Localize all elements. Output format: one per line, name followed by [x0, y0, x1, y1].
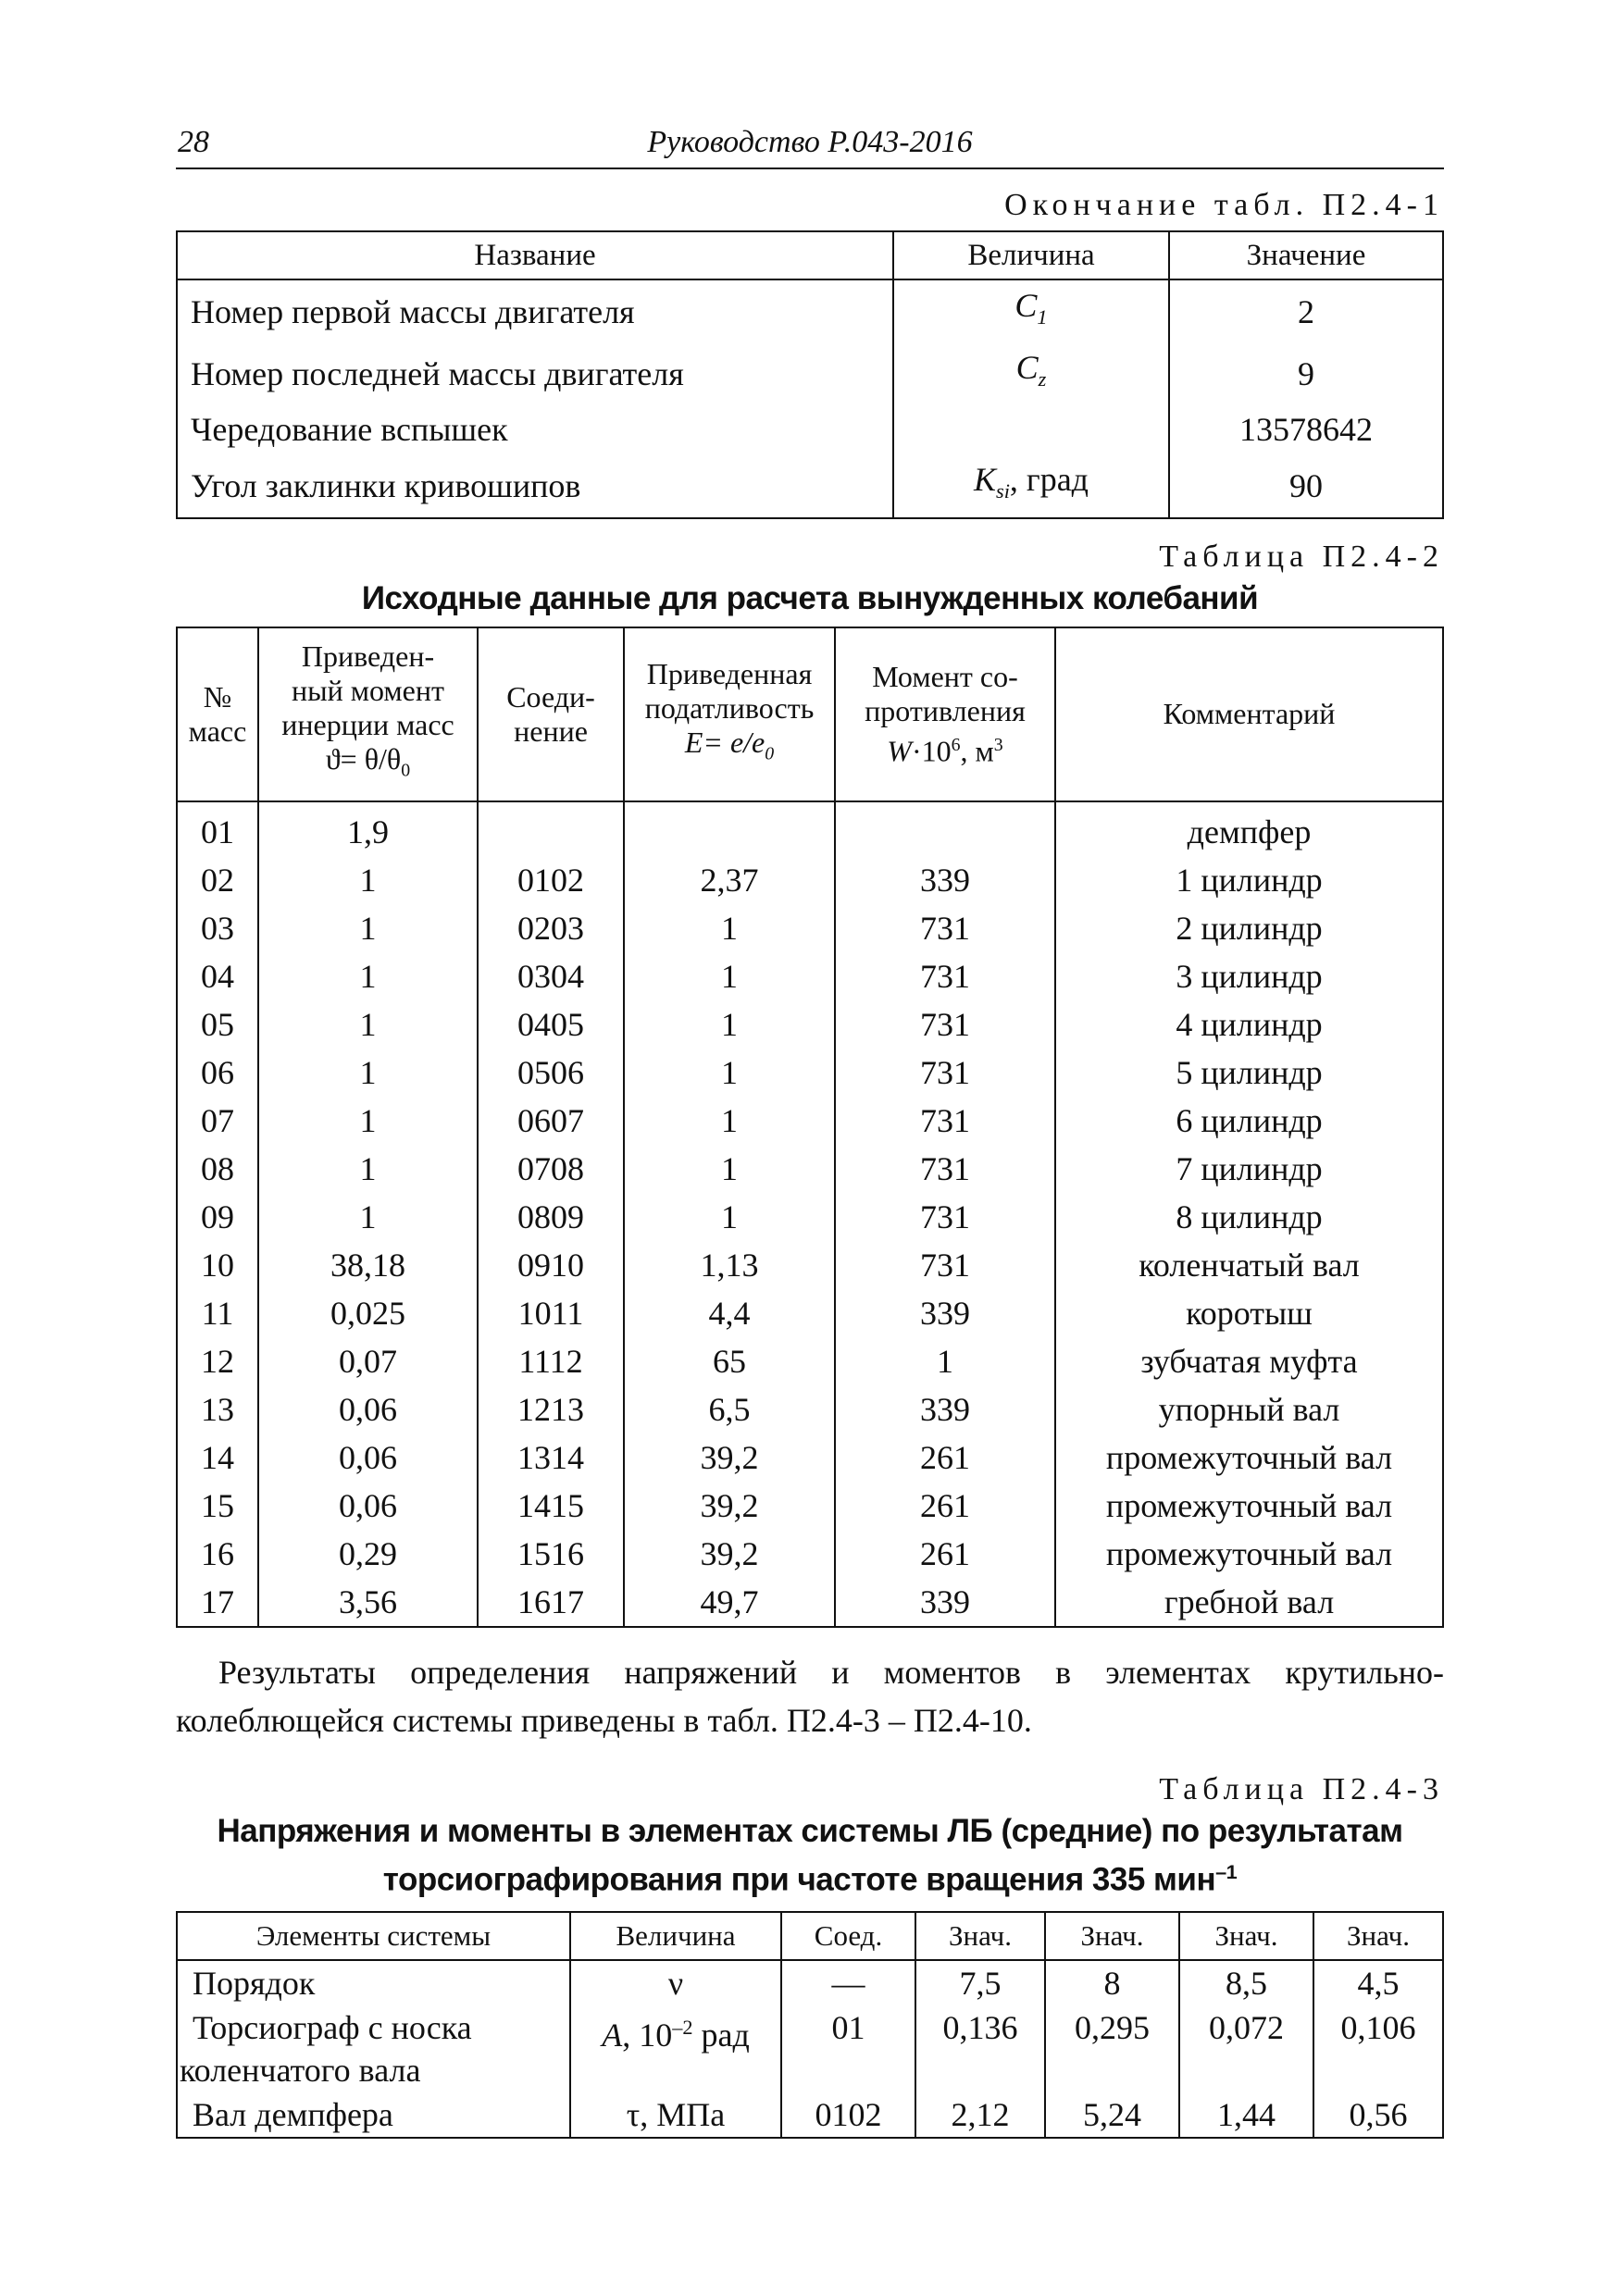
table-row	[177, 801, 1443, 856]
table-row	[177, 1289, 1443, 1337]
page-number: 28	[178, 125, 209, 159]
cell-connection: —	[781, 1960, 915, 2005]
cell-compliance: 4,4	[624, 1289, 835, 1337]
cell-value: 9	[1169, 342, 1443, 404]
cell-connection: 01	[781, 2005, 915, 2092]
cell-compliance: 39,2	[624, 1433, 835, 1482]
cell-name: Номер последней массы двигателя	[177, 342, 893, 404]
cell-comment: 6 цилиндр	[1055, 1097, 1443, 1145]
cell-quantity	[893, 342, 1169, 404]
cell-inertia: 3,56	[258, 1578, 478, 1627]
cell-inertia: 0,06	[258, 1385, 478, 1433]
table-row	[177, 1241, 1443, 1289]
cell-moment: 339	[835, 1578, 1055, 1627]
table3-header-value-2: Знач.	[1045, 1912, 1179, 1960]
table-row	[177, 856, 1443, 904]
cell-value: 0,136	[915, 2005, 1045, 2092]
cell-inertia: 1	[258, 1000, 478, 1049]
cell-compliance: 1	[624, 1097, 835, 1145]
table-row	[177, 342, 1443, 404]
symbol-sub: z	[1038, 367, 1047, 391]
cell-comment: промежуточный вал	[1055, 1433, 1443, 1482]
cell-quantity	[570, 1960, 781, 2005]
header-sup: 6	[951, 734, 961, 755]
cell-moment: 261	[835, 1433, 1055, 1482]
cell-value: 90	[1169, 454, 1443, 517]
table1	[176, 230, 1444, 519]
symbol: A	[602, 2017, 623, 2054]
cell-quantity	[893, 454, 1169, 517]
header-text: E	[684, 725, 703, 759]
cell-element	[177, 2092, 570, 2138]
cell-quantity	[893, 404, 1169, 454]
table-row	[177, 1145, 1443, 1193]
symbol: ν	[667, 1965, 684, 2003]
cell-value: 0,106	[1313, 2005, 1443, 2092]
header-text: ный момент	[292, 674, 444, 708]
cell-inertia: 1	[258, 856, 478, 904]
cell-comment: 1 цилиндр	[1055, 856, 1443, 904]
header-text: противления	[865, 693, 1026, 727]
table-row	[177, 904, 1443, 952]
cell-connection: 1314	[478, 1433, 624, 1482]
cell-mass-number: 15	[177, 1482, 258, 1530]
header-text: масс	[188, 714, 247, 748]
table2-caption: Таблица П2.4-2	[1159, 539, 1444, 574]
cell-comment: промежуточный вал	[1055, 1530, 1443, 1578]
cell-element	[177, 1960, 570, 2005]
cell-value: 13578642	[1169, 404, 1443, 454]
header-sub: 0	[401, 760, 411, 781]
cell-comment: коротыш	[1055, 1289, 1443, 1337]
symbol-sub: 1	[1037, 305, 1048, 329]
cell-moment: 261	[835, 1530, 1055, 1578]
cell-value: 7,5	[915, 1960, 1045, 2005]
cell-value: 0,072	[1179, 2005, 1313, 2092]
cell-mass-number: 03	[177, 904, 258, 952]
cell-moment	[835, 801, 1055, 856]
cell-connection: 1011	[478, 1289, 624, 1337]
table1-header-value: Значение	[1169, 231, 1443, 279]
header-text: Соеди-	[506, 679, 595, 714]
element-text: Торсиограф с носка	[193, 2009, 472, 2047]
cell-mass-number: 07	[177, 1097, 258, 1145]
table-row	[177, 1049, 1443, 1097]
cell-connection: 0102	[781, 2092, 915, 2138]
symbol: C	[1014, 287, 1038, 324]
element-text: Вал демпфера	[193, 2096, 393, 2134]
symbol-sub: si	[996, 479, 1010, 503]
table2-header-compliance	[624, 627, 835, 801]
table-row	[177, 2092, 1443, 2138]
header-text: = e/e	[703, 725, 765, 759]
table3-title	[176, 1811, 1444, 1901]
symbol: C	[1015, 349, 1039, 387]
cell-mass-number: 12	[177, 1337, 258, 1385]
cell-inertia: 1	[258, 1193, 478, 1241]
table2-title: Исходные данные для расчета вынужденных колебаний	[361, 579, 1259, 616]
cell-compliance: 1	[624, 1145, 835, 1193]
cell-comment: 7 цилиндр	[1055, 1145, 1443, 1193]
cell-value: 1,44	[1179, 2092, 1313, 2138]
cell-mass-number: 08	[177, 1145, 258, 1193]
title-line: торсиографирования при частоте вращения 335 мин	[382, 1861, 1216, 1898]
table2-header-comment: Комментарий	[1055, 627, 1443, 801]
cell-compliance	[624, 801, 835, 856]
cell-name: Угол заклинки кривошипов	[177, 454, 893, 517]
cell-value: 0,295	[1045, 2005, 1179, 2092]
cell-connection: 0203	[478, 904, 624, 952]
cell-connection: 0102	[478, 856, 624, 904]
symbol-sup: –2	[672, 2016, 693, 2040]
header-text: податливость	[644, 690, 815, 725]
cell-comment: 3 цилиндр	[1055, 952, 1443, 1000]
cell-moment: 731	[835, 952, 1055, 1000]
table-row	[177, 1578, 1443, 1627]
cell-mass-number: 05	[177, 1000, 258, 1049]
cell-value: 5,24	[1045, 2092, 1179, 2138]
cell-mass-number: 10	[177, 1241, 258, 1289]
cell-name: Номер первой массы двигателя	[177, 279, 893, 342]
cell-value: 2	[1169, 279, 1443, 342]
cell-value: 4,5	[1313, 1960, 1443, 2005]
cell-mass-number: 16	[177, 1530, 258, 1578]
symbol: τ, МПа	[626, 2096, 726, 2134]
table-row	[177, 1960, 1443, 2005]
running-header	[176, 125, 1444, 169]
cell-connection: 0809	[478, 1193, 624, 1241]
body-paragraph	[176, 1648, 1444, 1744]
cell-quantity	[893, 279, 1169, 342]
element-text: коленчатого вала	[180, 2052, 421, 2090]
table-row	[177, 1482, 1443, 1530]
table-row	[177, 1385, 1443, 1433]
table-row	[177, 279, 1443, 342]
cell-compliance: 1	[624, 1193, 835, 1241]
table2-header-connection	[478, 627, 624, 801]
cell-compliance: 39,2	[624, 1530, 835, 1578]
cell-comment: гребной вал	[1055, 1578, 1443, 1627]
cell-inertia: 0,29	[258, 1530, 478, 1578]
symbol: K	[974, 461, 997, 499]
cell-mass-number: 09	[177, 1193, 258, 1241]
title-line: Напряжения и моменты в элементах системы ЛБ (средние) по результатам	[217, 1812, 1403, 1849]
table-row	[177, 1097, 1443, 1145]
symbol-unit: , град	[1009, 461, 1089, 499]
cell-comment: коленчатый вал	[1055, 1241, 1443, 1289]
cell-moment: 339	[835, 1385, 1055, 1433]
cell-connection: 1617	[478, 1578, 624, 1627]
cell-inertia: 0,06	[258, 1482, 478, 1530]
cell-inertia: 1	[258, 904, 478, 952]
table-row	[177, 1530, 1443, 1578]
cell-value: 0,56	[1313, 2092, 1443, 2138]
cell-value: 8	[1045, 1960, 1179, 2005]
header-text: ·10	[911, 734, 952, 768]
cell-moment: 731	[835, 1145, 1055, 1193]
header-sup: 3	[993, 734, 1003, 755]
header-text: W	[887, 734, 912, 768]
table3-header-value-3: Знач.	[1179, 1912, 1313, 1960]
cell-inertia: 0,025	[258, 1289, 478, 1337]
cell-moment: 731	[835, 1193, 1055, 1241]
table3	[176, 1911, 1444, 2139]
cell-compliance: 2,37	[624, 856, 835, 904]
cell-comment: 8 цилиндр	[1055, 1193, 1443, 1241]
cell-connection: 0405	[478, 1000, 624, 1049]
cell-inertia: 1	[258, 1097, 478, 1145]
table-row	[177, 952, 1443, 1000]
table1-caption: Окончание табл. П2.4-1	[1004, 188, 1444, 222]
cell-compliance: 1	[624, 904, 835, 952]
table2-header-inertia	[258, 627, 478, 801]
cell-moment: 731	[835, 1049, 1055, 1097]
cell-value: 8,5	[1179, 1960, 1313, 2005]
cell-comment: 4 цилиндр	[1055, 1000, 1443, 1049]
table1-header-name: Название	[177, 231, 893, 279]
cell-inertia: 1	[258, 1049, 478, 1097]
document-title: Руководство Р.043-2016	[647, 125, 973, 159]
header-text: Момент со-	[872, 659, 1018, 693]
table3-header-value-1: Знач.	[915, 1912, 1045, 1960]
cell-inertia: 0,07	[258, 1337, 478, 1385]
cell-comment: 5 цилиндр	[1055, 1049, 1443, 1097]
cell-name: Чередование вспышек	[177, 404, 893, 454]
cell-mass-number: 14	[177, 1433, 258, 1482]
table-row	[177, 1000, 1443, 1049]
cell-mass-number: 17	[177, 1578, 258, 1627]
header-text: №	[203, 679, 232, 714]
cell-compliance: 1	[624, 1000, 835, 1049]
table3-header-value-4: Знач.	[1313, 1912, 1443, 1960]
cell-moment: 731	[835, 1000, 1055, 1049]
cell-moment: 339	[835, 1289, 1055, 1337]
cell-mass-number: 13	[177, 1385, 258, 1433]
cell-inertia: 1	[258, 1145, 478, 1193]
table-row	[177, 1433, 1443, 1482]
header-text: Приведенная	[646, 656, 813, 690]
cell-compliance: 1	[624, 1049, 835, 1097]
cell-connection: 0304	[478, 952, 624, 1000]
cell-mass-number: 11	[177, 1289, 258, 1337]
cell-moment: 731	[835, 904, 1055, 952]
cell-moment: 731	[835, 1097, 1055, 1145]
cell-compliance: 6,5	[624, 1385, 835, 1433]
symbol-text: , 10	[622, 2017, 673, 2054]
cell-connection: 0910	[478, 1241, 624, 1289]
header-text: ϑ= θ/θ	[325, 742, 402, 776]
cell-quantity	[570, 2092, 781, 2138]
cell-connection: 0708	[478, 1145, 624, 1193]
cell-mass-number: 02	[177, 856, 258, 904]
table3-header-connection: Соед.	[781, 1912, 915, 1960]
symbol-unit: рад	[692, 2017, 750, 2054]
table-row	[177, 1193, 1443, 1241]
element-text: Порядок	[193, 1965, 316, 2003]
cell-value: 2,12	[915, 2092, 1045, 2138]
cell-moment: 261	[835, 1482, 1055, 1530]
cell-moment: 731	[835, 1241, 1055, 1289]
cell-connection: 0607	[478, 1097, 624, 1145]
cell-connection	[478, 801, 624, 856]
table3-caption: Таблица П2.4-3	[1159, 1771, 1444, 1806]
cell-compliance: 49,7	[624, 1578, 835, 1627]
table-row	[177, 1337, 1443, 1385]
cell-mass-number: 01	[177, 801, 258, 856]
table2	[176, 627, 1444, 1628]
cell-connection: 1415	[478, 1482, 624, 1530]
table1-header-quantity: Величина	[893, 231, 1169, 279]
cell-comment: промежуточный вал	[1055, 1482, 1443, 1530]
cell-connection: 1516	[478, 1530, 624, 1578]
cell-comment: 2 цилиндр	[1055, 904, 1443, 952]
table2-header-mass-number	[177, 627, 258, 801]
header-sub: 0	[765, 743, 775, 764]
cell-inertia: 0,06	[258, 1433, 478, 1482]
cell-inertia: 1,9	[258, 801, 478, 856]
header-text: Приведен-	[301, 639, 435, 674]
cell-compliance: 1,13	[624, 1241, 835, 1289]
cell-compliance: 39,2	[624, 1482, 835, 1530]
table-row	[177, 454, 1443, 517]
cell-comment: зубчатая муфта	[1055, 1337, 1443, 1385]
header-text: нение	[514, 714, 588, 748]
paragraph-text: Результаты определения напряжений и моментов в элементах крутильно-колеблющейся системы приведены в табл. П2.4-3 – П2.4-10.	[176, 1653, 1444, 1739]
title-sup: –1	[1215, 1859, 1238, 1883]
cell-mass-number: 06	[177, 1049, 258, 1097]
cell-compliance: 1	[624, 952, 835, 1000]
cell-quantity	[570, 2005, 781, 2092]
cell-moment: 1	[835, 1337, 1055, 1385]
cell-compliance: 65	[624, 1337, 835, 1385]
cell-connection: 1213	[478, 1385, 624, 1433]
cell-mass-number: 04	[177, 952, 258, 1000]
header-text: инерции масс	[281, 708, 454, 742]
table-row	[177, 2005, 1443, 2092]
cell-inertia: 1	[258, 952, 478, 1000]
cell-comment: упорный вал	[1055, 1385, 1443, 1433]
cell-moment: 339	[835, 856, 1055, 904]
cell-connection: 0506	[478, 1049, 624, 1097]
cell-connection: 1112	[478, 1337, 624, 1385]
table3-header-elements: Элементы системы	[177, 1912, 570, 1960]
header-text: , м	[960, 734, 994, 768]
table3-header-quantity: Величина	[570, 1912, 781, 1960]
cell-comment: демпфер	[1055, 801, 1443, 856]
document-page	[176, 125, 1444, 2139]
cell-inertia: 38,18	[258, 1241, 478, 1289]
table2-header-moment	[835, 627, 1055, 801]
cell-element	[177, 2005, 570, 2092]
table-row	[177, 404, 1443, 454]
